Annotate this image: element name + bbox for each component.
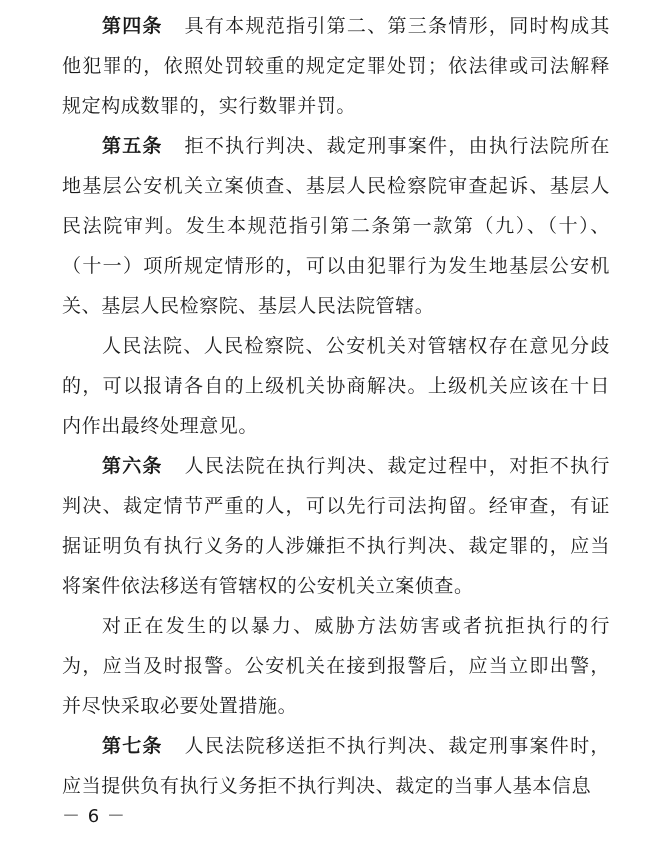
paragraph-jurisdiction-dispute (62, 326, 610, 446)
paragraph-text: 人民法院在执行判决、裁定过程中，对拒不执行判决、裁定情节严重的人，可以先行司法拘留。经审查，有证据证明负有执行义务的人涉嫌拒不执行判决、裁定罪的，应当将案件依法移送有管辖权的公安机关立案侦查。 (62, 455, 610, 597)
paragraph-text: 对正在发生的以暴力、威胁方法妨害或者抗拒执行的行为，应当及时报警。公安机关在接到报警后，应当立即出警，并尽快采取必要处置措施。 (62, 615, 610, 717)
paragraph-police-report (62, 606, 610, 726)
article-number: 第七条 (102, 735, 163, 757)
article-number: 第六条 (102, 455, 163, 477)
article-number: 第四条 (102, 15, 163, 37)
paragraph-article-6 (62, 446, 610, 606)
paragraph-article-7 (62, 726, 610, 806)
article-number: 第五条 (102, 135, 163, 157)
paragraph-text: 具有本规范指引第二、第三条情形，同时构成其他犯罪的，依照处罚较重的规定定罪处罚；依法律或司法解释规定构成数罪的，实行数罪并罚。 (62, 15, 610, 117)
paragraph-text: 拒不执行判决、裁定刑事案件，由执行法院所在地基层公安机关立案侦查、基层人民检察院审查起诉、基层人民法院审判。发生本规范指引第二条第一款第（九）、（十）、（十一）项所规定情形的，可以由犯罪行为发生地基层公安机关、基层人民检察院、基层人民法院管辖。 (62, 135, 610, 317)
paragraph-article-5 (62, 126, 610, 326)
paragraph-text: 人民法院、人民检察院、公安机关对管辖权存在意见分歧的，可以报请各自的上级机关协商解决。上级机关应该在十日内作出最终处理意见。 (62, 335, 610, 437)
page-number: － 6 － (62, 806, 126, 827)
paragraph-text: 人民法院移送拒不执行判决、裁定刑事案件时，应当提供负有执行义务拒不执行判决、裁定的当事人基本信息 (62, 735, 610, 797)
document-body (62, 6, 610, 806)
paragraph-article-4 (62, 6, 610, 126)
